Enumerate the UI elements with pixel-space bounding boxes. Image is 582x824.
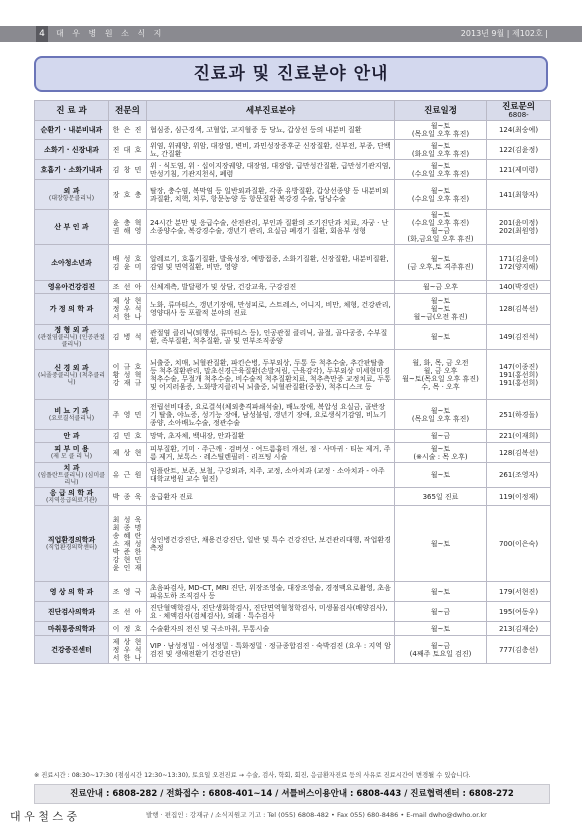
- dept-cell: [35, 294, 109, 325]
- schedule-cell: [395, 602, 487, 622]
- table-row: [35, 463, 551, 488]
- doctor-name: 배 성 호: [112, 254, 143, 263]
- schedule-line: (4째주 토요일 검진): [409, 649, 472, 658]
- doctor-name: 조 선 아: [112, 283, 143, 291]
- dept-cell: [35, 602, 109, 622]
- schedule-cell: [395, 325, 487, 350]
- phone-line: 777(김층선): [498, 645, 539, 654]
- fields-cell: 뇌출중, 치매, 뇌혈관질환, 파킨슨병, 두부외상, 두통 등 척추수술, 추간판탈출 등 척추질환관리, 말초신경근육질환(손발저림, 근육감각), 두부외상 미세현미경 척추수술, 무절개 척추수술, 비수술적 척추질환치료, 척추측만증 교정치료, 두통 및 어지러움증, 노화방지클리닉 뇌출중, 뇌혈관질환(중풍), 척추디스크 등: [147, 350, 395, 400]
- footer-right: 발행 · 편집인 : 강재규 / 소식지원고 기고 : Tel (055) 6808-482 • Fax 055) 680-8486 • E-mail dwho@dwho.or.kr: [146, 811, 487, 819]
- dept-cell: [35, 506, 109, 582]
- table-row: [35, 602, 551, 622]
- doctor-name: 김 창 민: [112, 165, 143, 174]
- table-row: [35, 582, 551, 602]
- phone-line: 191(홍선희): [498, 370, 539, 379]
- schedule-cell: [395, 294, 487, 325]
- doctor-name: 서 한 나: [112, 313, 143, 321]
- dept-cell: [35, 140, 109, 160]
- fields-cell: 초음파검사, MD-CT, MRI 진단, 위장조영술, 대장조영술, 경정맥요로촬영, 초음파유도하 조직검사 등: [147, 582, 395, 602]
- schedule-line: 월~토: [430, 297, 451, 305]
- doctor-name: 윤 충 혁: [112, 219, 143, 227]
- doctor-cell: [109, 400, 147, 430]
- page-title-box: [34, 56, 548, 92]
- doctor-name: 주 영 민: [112, 410, 143, 419]
- fields-cell: 탈장, 충수염, 복막염 등 일반외과질환, 각종 유방질환, 갑상선종양 등 내분비외과질환, 치핵, 치루, 항문농양 등 항문질환 복강경 수술, 담낭수술: [147, 180, 395, 210]
- fields-cell: 응급환자 진료: [147, 488, 395, 506]
- dept-name: 소화기 · 신장내과: [44, 145, 99, 154]
- fields-cell: 수술환자의 전신 및 국소마취, 무통시술: [147, 622, 395, 636]
- fields-cell: 망막, 초자체, 백내장, 안과질환: [147, 430, 395, 443]
- dept-subtitle: (대장항문클리닉): [48, 195, 95, 202]
- schedule-line: (수요일 오후 휴진): [411, 194, 470, 203]
- dept-cell: [35, 443, 109, 463]
- schedule-line: (※시술 : 목 오후): [413, 452, 468, 461]
- table-row: [35, 121, 551, 140]
- table-row: [35, 350, 551, 400]
- table-row: [35, 506, 551, 582]
- doctor-cell: [109, 121, 147, 140]
- fields-cell: 위염, 위궤양, 위암, 대장염, 변비, 과민성장증후군 신장질환, 신부전, 부종, 단백뇨, 간질환: [147, 140, 395, 160]
- dept-name: 비 뇨 기 과: [54, 407, 89, 415]
- phone-line: 119(이정재): [498, 492, 539, 501]
- schedule-cell: [395, 443, 487, 463]
- schedule-line: 월~금(오전 휴진): [413, 313, 468, 321]
- dept-name: 영 상 의 학 과: [49, 587, 94, 596]
- dept-name: 호흡기 · 소화기내과: [40, 165, 103, 174]
- schedule-line: 월~금: [430, 432, 451, 440]
- dept-name: 신 경 외 과: [54, 363, 89, 372]
- schedule-line: 월~토: [430, 186, 451, 195]
- doctor-name: 박 준 한: [112, 547, 143, 556]
- phone-line: 201(윤미정): [498, 219, 539, 227]
- fields-cell: 피부질환, 기미 · 주근깨 · 검버섯 · 여드름흉터 개선, 점 · 사마귀 · 티눈 제거, 주름 제거, 보톡스 · 레스틸렌필러 · 리프팅 시술: [147, 443, 395, 463]
- doctor-cell: [109, 180, 147, 210]
- doctor-name: 유 근 원: [112, 471, 143, 479]
- table-row: [35, 443, 551, 463]
- schedule-line: (화요일 오후 휴진): [411, 149, 470, 158]
- fields-cell: 알레르기, 호흡기질환, 발육성장, 예방접종, 소화기질환, 신장질환, 내분비질환, 감염 및 면역질환, 비만, 영양: [147, 245, 395, 281]
- doctor-name: 제 상 현: [112, 448, 143, 457]
- doctor-cell: [109, 463, 147, 488]
- phone-line: 213(김재순): [498, 624, 539, 633]
- doctor-name: 제 상 현: [112, 297, 143, 305]
- schedule-line: 월~토: [430, 161, 451, 170]
- table-row: [35, 180, 551, 210]
- footer-left: 대 우 철 스 중: [10, 810, 78, 823]
- schedule-line: 월~토: [430, 624, 451, 633]
- table-row: [35, 210, 551, 245]
- doctor-cell: [109, 488, 147, 506]
- dept-cell: [35, 350, 109, 400]
- table-row: [35, 400, 551, 430]
- phone-line: 221(이재희): [498, 432, 539, 440]
- dept-cell: [35, 400, 109, 430]
- doctor-name: 박 종 욱: [112, 492, 143, 501]
- phone-line: 172(양지해): [498, 262, 539, 271]
- schedule-line: 월~토: [430, 444, 451, 453]
- dept-cell: [35, 488, 109, 506]
- schedule-line: 수, 목 · 오후: [421, 382, 460, 391]
- phone-cell: [487, 140, 551, 160]
- table-row: [35, 281, 551, 294]
- schedule-line: 월~토: [430, 471, 451, 479]
- dept-subtitle: (직업환경의학센터): [45, 544, 98, 551]
- fields-cell: 진단혈액학검사, 진단생화학검사, 진단면역혈청학검사, 미생물검사(배양검사), 요 · 체액검사(검체검사), 외래 · 특수검사: [147, 602, 395, 622]
- dept-cell: [35, 180, 109, 210]
- phone-cell: [487, 180, 551, 210]
- doctor-cell: [109, 294, 147, 325]
- phone-cell: [487, 506, 551, 582]
- schedule-cell: [395, 121, 487, 140]
- schedule-cell: [395, 180, 487, 210]
- doctor-cell: [109, 350, 147, 400]
- publication-name: 대 우 병 원 소 식 지: [56, 29, 165, 38]
- schedule-line: (수요일 오후 휴진): [411, 169, 470, 178]
- dept-cell: [35, 582, 109, 602]
- doctor-cell: [109, 602, 147, 622]
- phone-cell: [487, 325, 551, 350]
- fields-cell: 위 · 식도염, 위 · 십이지장궤양, 대장염, 대장암, 급만성간질환, 급만성기관지염, 만성기침, 기관지천식, 폐렴: [147, 160, 395, 180]
- doctor-name: 진 대 호: [112, 145, 143, 154]
- schedule-line: (화,금요일 오후 휴진): [407, 235, 474, 243]
- doctor-cell: [109, 281, 147, 294]
- doctor-name: 권 해 영: [112, 227, 143, 235]
- doctor-cell: [109, 140, 147, 160]
- doctor-cell: [109, 622, 147, 636]
- phone-line: 149(김진석): [498, 333, 539, 341]
- phone-line: 171(김윤미): [498, 254, 539, 263]
- phone-cell: [487, 294, 551, 325]
- schedule-line: (목요일 오후 휴진): [411, 130, 470, 138]
- dept-subtitle: (뇌졸중클리닉) (척추클리닉): [38, 371, 105, 386]
- page-number: 4: [36, 26, 48, 42]
- doctor-name: 장 호 충: [112, 190, 143, 199]
- doctor-cell: [109, 506, 147, 582]
- phone-line: 140(박경린): [498, 283, 539, 291]
- dept-subtitle: (임플란트클리닉) (심미클리닉): [38, 472, 105, 486]
- dept-name: 마취통증의학과: [47, 624, 96, 633]
- dept-subtitle: (요로결석클리닉): [48, 415, 95, 422]
- col-phone: [487, 101, 551, 121]
- table-row: [35, 622, 551, 636]
- dept-cell: [35, 121, 109, 140]
- schedule-line: (목요일 오후 휴진): [411, 414, 470, 423]
- phone-line: 141(최향자): [498, 190, 539, 199]
- schedule-cell: [395, 210, 487, 245]
- schedule-line: 월~토: [430, 122, 451, 130]
- phone-line: 128(김복선): [498, 305, 539, 313]
- phone-line: 124(최숭예): [498, 126, 539, 134]
- schedule-cell: [395, 488, 487, 506]
- schedule-line: 월~토: [430, 333, 451, 341]
- dept-cell: [35, 636, 109, 664]
- schedule-cell: [395, 506, 487, 582]
- dept-name: 직업환경의학과: [47, 536, 96, 544]
- fields-cell: 24시간 분만 및 응급수술, 산전관리, 부인과 질환의 조기진단과 치료, 자궁 · 난소종양수술, 복강경수술, 갱년기 관리, 요실금 폐경기 질환, 회음부 성형: [147, 210, 395, 245]
- schedule-line: 365일 진료: [422, 492, 459, 501]
- schedule-line: (수요일 오후 휴진): [411, 219, 470, 227]
- doctor-name: 이 규 호: [112, 362, 143, 371]
- schedule-cell: [395, 245, 487, 281]
- table-row: [35, 325, 551, 350]
- schedule-line: 월~금: [430, 607, 451, 616]
- phone-line: 195(여동우): [498, 607, 539, 616]
- phone-line: 251(하경돌): [498, 410, 539, 419]
- publisher-bar: [0, 806, 582, 822]
- phone-cell: [487, 582, 551, 602]
- schedule-line: 월~토: [430, 539, 451, 548]
- doctor-name: 이 정 호: [112, 624, 143, 633]
- issue-label: 2013년 9월 | 제102호 |: [460, 29, 548, 38]
- schedule-cell: [395, 400, 487, 430]
- table-row: [35, 245, 551, 281]
- doctor-name: 강 재 규: [112, 378, 143, 387]
- dept-cell: [35, 281, 109, 294]
- dept-name: 정 형 외 과: [54, 326, 89, 334]
- dept-name: 피 부 미 용: [54, 445, 89, 453]
- table-row: [35, 488, 551, 506]
- table-row: [35, 636, 551, 664]
- doctor-name: 정 우 석: [112, 305, 143, 313]
- doctor-name: 황 성 혁: [112, 370, 143, 379]
- schedule-line: 월~토: [430, 254, 451, 263]
- dept-name: 가 정 의 학 과: [49, 305, 94, 313]
- dept-cell: [35, 210, 109, 245]
- col-schedule: 진료일정: [395, 101, 487, 121]
- dept-name: 안 과: [63, 432, 80, 440]
- contact-bar: 진료안내 : 6808-282 / 전화접수 : 6808-401~14 / 셔틀버스이용안내 : 6808-443 / 진료협력센터 : 6808-272: [34, 784, 550, 804]
- schedule-line: 월~토: [430, 141, 451, 150]
- dept-cell: [35, 245, 109, 281]
- phone-cell: [487, 245, 551, 281]
- dept-name: 외 과: [63, 187, 80, 195]
- doctor-cell: [109, 636, 147, 664]
- schedule-line: 월~토: [430, 406, 451, 415]
- doctor-name: 한 은 진: [112, 126, 143, 134]
- doctor-cell: [109, 582, 147, 602]
- dept-name: 응 급 의 학 과: [49, 489, 94, 497]
- schedule-line: 월~금 오후: [422, 283, 459, 291]
- fields-cell: 전립선비대증, 요로결석(체외충격파쇄석술), 배뇨장애, 복압성 요실금, 골반장기 탈출, 야뇨증, 성기능 장애, 남성불임, 갱년기 장애, 요로생식기감염, 비뇨기종양, 소아배뇨수술, 정관수술: [147, 400, 395, 430]
- dept-subtitle: (지역응급의료기관): [45, 497, 98, 504]
- doctor-name: 최 종 명: [112, 523, 143, 532]
- schedule-cell: [395, 281, 487, 294]
- doctor-name: 서 한 나: [112, 653, 143, 662]
- table-row: [35, 294, 551, 325]
- phone-line: 202(최원영): [498, 227, 539, 235]
- dept-cell: [35, 430, 109, 443]
- fields-cell: 관절염 클리닉(퇴행성, 류마티스 등), 인공관절 클리닉, 골절, 골다공증, 수부질환, 족부질환, 척추질환, 골 및 연부조직종양: [147, 325, 395, 350]
- doctor-name: 강 현 민: [112, 555, 143, 564]
- doctor-name: 소 재 성: [112, 539, 143, 548]
- phone-cell: [487, 622, 551, 636]
- col-dept: 진 료 과: [35, 101, 109, 121]
- phone-line: 122(김윤정): [498, 145, 539, 154]
- schedule-cell: [395, 140, 487, 160]
- col-fields: 세부진료분야: [147, 101, 395, 121]
- col-doctor: 전문의: [109, 101, 147, 121]
- doctor-cell: [109, 210, 147, 245]
- phone-cell: [487, 281, 551, 294]
- dept-cell: [35, 622, 109, 636]
- schedule-cell: [395, 622, 487, 636]
- schedule-line: 월~토(목요일 오후 휴진): [402, 374, 479, 383]
- dept-name: 영유아건강검진: [47, 283, 96, 291]
- phone-cell: [487, 602, 551, 622]
- phone-cell: [487, 160, 551, 180]
- phone-cell: [487, 636, 551, 664]
- schedule-line: 월~금: [430, 227, 451, 235]
- dept-name: 치 과: [63, 464, 80, 472]
- phone-line: 700(이은숙): [498, 539, 539, 548]
- table-row: [35, 430, 551, 443]
- phone-cell: [487, 463, 551, 488]
- dept-name: 진단검사의학과: [47, 607, 96, 616]
- phone-cell: [487, 210, 551, 245]
- footnote: ※ 진료시간 : 08:30~17:30 (점심시간 12:30~13:30), 토요일 오전진료 → 수술, 검사, 학회, 회진, 응급환자진료 등의 사유로 진료시간이 변경될 수 있습니다.: [34, 772, 471, 779]
- schedule-cell: [395, 463, 487, 488]
- dept-name: 산 부 인 과: [54, 223, 89, 231]
- table-header-row: [35, 101, 551, 121]
- schedule-line: 월~금: [430, 641, 451, 650]
- phone-cell: [487, 488, 551, 506]
- doctor-cell: [109, 245, 147, 281]
- fields-cell: 임플란트, 보존, 보철, 구강외과, 치주, 교정, 소아치과 (교정 · 소아치과 - 아주대학교병원 교수 협진): [147, 463, 395, 488]
- col-phone-label: 진료문의: [502, 101, 535, 112]
- schedule-cell: [395, 160, 487, 180]
- fields-cell: 협심증, 심근경색, 고혈압, 고지혈증 등 당뇨, 갑상선 등의 내분비 질환: [147, 121, 395, 140]
- schedule-table: [34, 100, 551, 664]
- schedule-line: 월, 금 오후: [423, 366, 458, 375]
- schedule-cell: [395, 636, 487, 664]
- phone-cell: [487, 121, 551, 140]
- phone-line: 191(홍선희): [498, 378, 539, 387]
- phone-line: 261(조영자): [498, 471, 539, 479]
- dept-cell: [35, 160, 109, 180]
- header-bar: [0, 26, 582, 42]
- dept-name: 건강증진센터: [51, 645, 92, 654]
- table-row: [35, 140, 551, 160]
- phone-line: 128(김복선): [498, 448, 539, 457]
- schedule-line: 월~토: [430, 587, 451, 596]
- doctor-name: 김 병 석: [112, 333, 143, 341]
- schedule-cell: [395, 350, 487, 400]
- doctor-name: 제 상 현: [112, 637, 143, 646]
- doctor-name: 김 민 호: [112, 432, 143, 440]
- doctor-cell: [109, 430, 147, 443]
- schedule-line: 월~토: [430, 305, 451, 313]
- schedule-line: (금 오후,토 격주휴진): [407, 262, 474, 271]
- phone-line: 121(제미령): [498, 165, 539, 174]
- doctor-name: 김 윤 미: [112, 262, 143, 271]
- doctor-name: 조 영 국: [112, 587, 143, 596]
- doctor-cell: [109, 160, 147, 180]
- table-row: [35, 160, 551, 180]
- doctor-name: 정 우 석: [112, 645, 143, 654]
- doctor-cell: [109, 443, 147, 463]
- doctor-name: 조 선 아: [112, 607, 143, 616]
- dept-subtitle: (제 모 클 리 닉): [50, 453, 93, 460]
- doctor-cell: [109, 325, 147, 350]
- fields-cell: 성인병건강진단, 채용건강진단, 일반 및 특수 건강진단, 보건관리대행, 작업환경측정: [147, 506, 395, 582]
- phone-cell: [487, 430, 551, 443]
- fields-cell: 노화, 류마티스, 갱년기장애, 만성피로, 스트레스, 어니지, 비만, 체형, 건강관리, 영양대사 등 포괄적 분야의 진료: [147, 294, 395, 325]
- dept-cell: [35, 325, 109, 350]
- schedule-cell: [395, 582, 487, 602]
- phone-line: 179(서현진): [498, 587, 539, 596]
- dept-name: 순환기 · 내분비내과: [40, 126, 103, 134]
- page-title: 진료과 및 진료분야 안내: [193, 64, 389, 84]
- phone-cell: [487, 443, 551, 463]
- fields-cell: 신체계측, 발달평가 및 상담, 건강교육, 구강검진: [147, 281, 395, 294]
- schedule-cell: [395, 430, 487, 443]
- doctor-name: 최 성 욱: [112, 515, 143, 524]
- dept-subtitle: (관절염클리닉) (인공관절클리닉): [38, 334, 105, 348]
- dept-name: 소아청소년과: [51, 258, 92, 267]
- col-phone-sub: 6808-: [508, 110, 529, 119]
- phone-cell: [487, 350, 551, 400]
- phone-line: 147(이종진): [498, 362, 539, 371]
- schedule-line: 월~토: [430, 211, 451, 219]
- fields-cell: VIP · 남성정밀 · 여성정밀 · 특화정밀 · 정규종합검진 · 숙박검진 (요우 : 지역 암 검진 및 생애전환기 건강진단): [147, 636, 395, 664]
- doctor-name: 송 혜 란: [112, 531, 143, 540]
- phone-cell: [487, 400, 551, 430]
- doctor-name: 윤 인 재: [112, 563, 143, 572]
- dept-cell: [35, 463, 109, 488]
- schedule-line: 월, 화, 목, 금 오전: [412, 358, 469, 367]
